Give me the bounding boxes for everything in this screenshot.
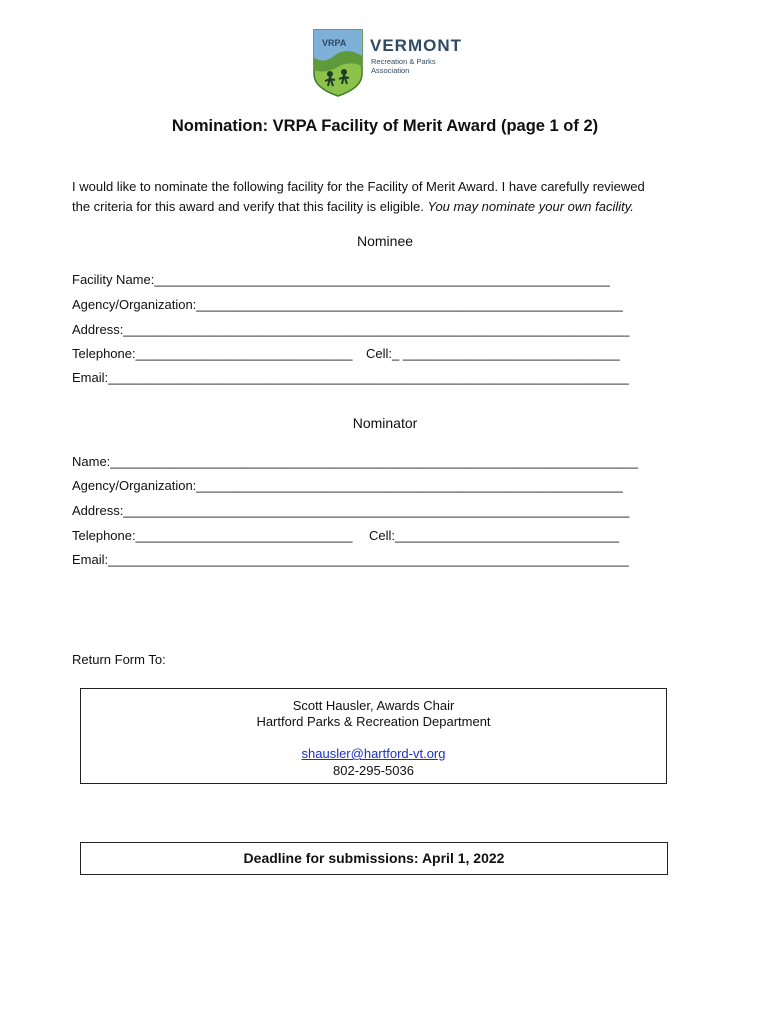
logo-mark: VRPA xyxy=(322,38,347,48)
nominee-cell-field[interactable]: Cell:_ ______________________________ xyxy=(366,346,620,361)
intro-paragraph xyxy=(72,177,712,217)
nominee-agency-field[interactable]: Agency/Organization:___________________________________________________________ xyxy=(72,297,623,312)
deadline-box: Deadline for submissions: April 1, 2022 xyxy=(80,842,668,875)
nominee-address-field[interactable]: Address:______________________________________________________________________ xyxy=(72,322,630,337)
return-address-box xyxy=(80,688,667,784)
nominee-telephone-field[interactable]: Telephone:______________________________ xyxy=(72,346,353,361)
logo-badge-icon xyxy=(308,26,368,98)
intro-line-1: I would like to nominate the following facility for the Facility of Merit Award. I have carefully reviewed xyxy=(72,179,645,194)
return-email-wrap xyxy=(81,746,666,761)
nominee-facility-field[interactable]: Facility Name:_______________________________________________________________ xyxy=(72,272,610,287)
nominator-address-field[interactable]: Address:______________________________________________________________________ xyxy=(72,503,630,518)
nominator-cell-field[interactable]: Cell:_______________________________ xyxy=(369,528,620,543)
vrpa-logo xyxy=(308,26,468,98)
nominee-email-field[interactable]: Email:________________________________________________________________________ xyxy=(72,370,629,385)
return-name: Scott Hausler, Awards Chair xyxy=(292,698,455,713)
nominee-heading: Nominee xyxy=(356,233,414,249)
intro-line-2 xyxy=(72,197,712,217)
nominator-agency-field[interactable]: Agency/Organization:___________________________________________________________ xyxy=(72,478,623,493)
return-email-link[interactable]: shausler@hartford-vt.org xyxy=(301,746,446,761)
intro-line-2-plain: the criteria for this award and verify that this facility is eligible. xyxy=(72,199,428,214)
return-form-label: Return Form To: xyxy=(72,652,166,667)
nominator-telephone-field[interactable]: Telephone:______________________________ xyxy=(72,528,353,543)
page-title: Nomination: VRPA Facility of Merit Award (page 1 of 2) xyxy=(171,117,599,135)
intro-line-2-italic: You may nominate your own facility. xyxy=(427,199,634,214)
logo-subtitle: Recreation & Parks Association xyxy=(371,57,436,75)
nominator-heading: Nominator xyxy=(352,415,418,431)
logo-word: VERMONT xyxy=(370,36,462,55)
nominator-email-field[interactable]: Email:________________________________________________________________________ xyxy=(72,552,629,567)
return-department: Hartford Parks & Recreation Department xyxy=(256,714,491,729)
return-phone: 802-295-5036 xyxy=(333,763,414,778)
nominator-name-field[interactable]: Name:_________________________________________________________________________ xyxy=(72,454,639,469)
